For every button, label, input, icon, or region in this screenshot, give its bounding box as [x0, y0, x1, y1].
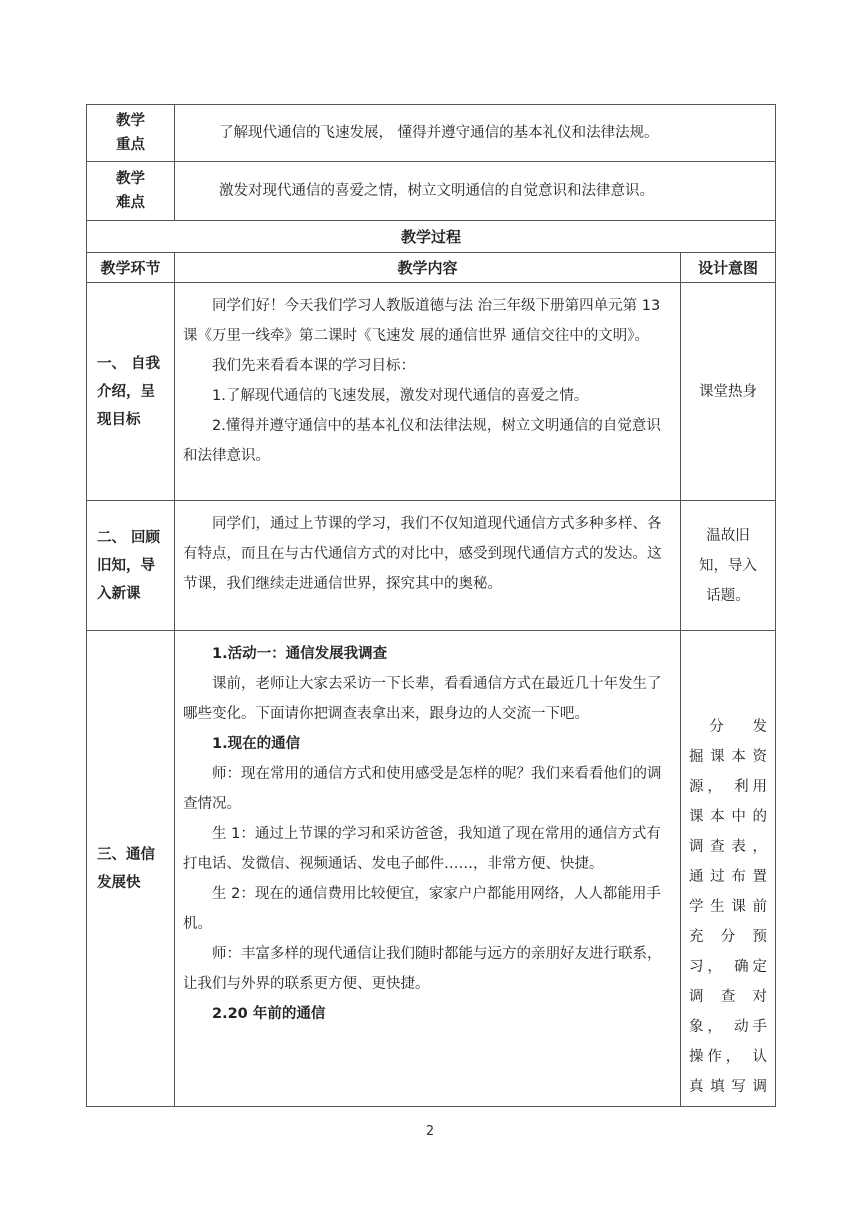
header-stage: 教学环节 [87, 253, 175, 283]
lesson-plan-table [86, 104, 776, 1107]
teaching-difficulty-text: 激发对现代通信的喜爱之情，树立文明通信的自觉意识和法律意识。 [175, 162, 776, 221]
teaching-focus-label: 教学 重点 [87, 105, 175, 162]
process-title: 教学过程 [87, 221, 776, 253]
stage-cell: 三、通信 发展快 [87, 631, 175, 1107]
process-title-row [87, 221, 776, 253]
teaching-focus-row [87, 105, 776, 162]
teaching-difficulty-label: 教学 难点 [87, 162, 175, 221]
content-cell: 同学们，通过上节课的学习，我们不仅知道现代通信方式多种多样、各有特点，而且在与古代通信方式的对比中，感受到现代通信方式的发达。这节课，我们继续走进通信世界，探究其中的奥秘。 [175, 501, 681, 631]
intent-cell: 课堂热身 [681, 283, 776, 501]
teaching-focus-text: 了解现代通信的飞速发展， 懂得并遵守通信的基本礼仪和法律法规。 [175, 105, 776, 162]
content-cell: 同学们好！今天我们学习人教版道德与法 治三年级下册第四单元第 13 课《万里一线牵》第二课时《飞速发 展的通信世界 通信交往中的文明》。 我们先来看看本课的学习目标： 1.了解现代通信的飞速发展，激发对现代通信的喜爱之情。 2.懂得并遵守通信中的基本礼仪和法律法规，树立文明通信的自觉意识和法律意识。 [175, 283, 681, 501]
table-row [87, 501, 776, 631]
header-intent: 设计意图 [681, 253, 776, 283]
intent-cell: 温故旧 知，导入 话题。 [681, 501, 776, 631]
table-row [87, 631, 776, 1107]
header-row [87, 253, 776, 283]
header-content: 教学内容 [175, 253, 681, 283]
intent-cell: 分发 掘课本资 源， 利用 课本中的 调查表， 通过布置 学生课前 充 分 预 习， 确定 调 查 对 象， 动手 操作， 认 真填写调 [681, 631, 776, 1107]
table-row [87, 283, 776, 501]
stage-cell: 二、 回顾 旧知，导 入新课 [87, 501, 175, 631]
teaching-difficulty-row [87, 162, 776, 221]
page-number: 2 [425, 1124, 435, 1139]
stage-cell: 一、 自我 介绍，呈 现目标 [87, 283, 175, 501]
content-cell: 1.活动一：通信发展我调查 课前，老师让大家去采访一下长辈，看看通信方式在最近几十年发生了哪些变化。下面请你把调查表拿出来，跟身边的人交流一下吧。 1.现在的通信 师：现在常用的通信方式和使用感受是怎样的呢？我们来看看他们的调查情况。 生 1：通过上节课的学习和采访爸爸，我知道了现在常用的通信方式有打电话、发微信、视频通话、发电子邮件……，非常方便、快捷。 生 2：现在的通信费用比较便宜，家家户户都能用网络，人人都能用手机。 师：丰富多样的现代通信让我们随时都能与远方的亲朋好友进行联系，让我们与外界的联系更方便、更快捷。 2.20 年前的通信 [175, 631, 681, 1107]
